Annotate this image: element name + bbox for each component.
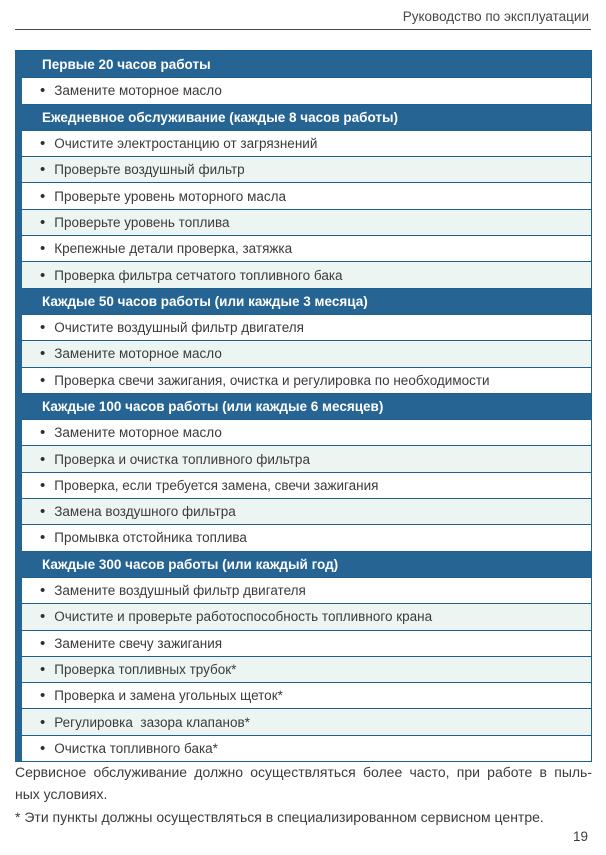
section-header: Первые 20 часов работы <box>22 51 591 77</box>
item-row <box>22 630 591 656</box>
item-row <box>22 603 591 629</box>
bullet-icon: • <box>40 213 46 231</box>
item-row <box>22 419 591 445</box>
item-label: Проверьте воздушный фильтр <box>54 162 245 178</box>
item-label: Проверьте уровень топлива <box>54 214 230 230</box>
item-row <box>22 130 591 156</box>
section-header: Каждые 100 часов работы (или каждые 6 месяцев) <box>22 393 591 419</box>
bullet-icon: • <box>40 739 46 757</box>
item-row <box>22 708 591 734</box>
item-label: Замена воздушного фильтра <box>54 504 236 520</box>
footer-note-line2: ных условиях. <box>15 785 108 802</box>
item-label: Регулировка зазора клапанов* <box>54 714 250 730</box>
item-row <box>22 577 591 603</box>
item-row <box>22 367 591 393</box>
item-label: Проверка и замена угольных щеток* <box>54 688 283 704</box>
bullet-icon: • <box>40 608 46 626</box>
item-label: Замените моторное масло <box>54 83 222 99</box>
footer-note-service-center: * Эти пункты должны осуществляться в специализированном сервисном центре. <box>15 809 544 825</box>
bullet-icon: • <box>40 687 46 705</box>
item-label: Очистите и проверьте работоспособность топливного крана <box>54 609 433 625</box>
bullet-icon: • <box>40 713 46 731</box>
bullet-icon: • <box>40 161 46 179</box>
bullet-icon: • <box>40 240 46 258</box>
item-row <box>22 156 591 182</box>
item-label: Замените моторное масло <box>54 346 222 362</box>
bullet-icon: • <box>40 634 46 652</box>
section-header: Ежедневное обслуживание (каждые 8 часов работы) <box>22 104 591 130</box>
item-row <box>22 261 591 287</box>
item-label: Проверка свечи зажигания, очистка и регулировка по необходимости <box>54 372 490 388</box>
item-row <box>22 472 591 498</box>
item-row <box>22 77 591 103</box>
bullet-icon: • <box>40 450 46 468</box>
bullet-icon: • <box>40 135 46 153</box>
item-label: Замените воздушный фильтр двигателя <box>54 583 306 599</box>
item-label: Очистка топливного бака* <box>54 740 218 756</box>
bullet-icon: • <box>40 503 46 521</box>
item-label: Замените свечу зажигания <box>54 635 223 651</box>
item-row <box>22 445 591 471</box>
item-row <box>22 182 591 208</box>
item-label: Очистите воздушный фильтр двигателя <box>54 320 304 336</box>
bullet-icon: • <box>40 187 46 205</box>
bullet-icon: • <box>40 660 46 678</box>
item-label: Промывка отстойника топлива <box>54 530 247 546</box>
bullet-icon: • <box>40 345 46 363</box>
item-row <box>22 340 591 366</box>
bullet-icon: • <box>40 476 46 494</box>
section-header: Каждые 300 часов работы (или каждый год) <box>22 551 591 577</box>
bullet-icon: • <box>40 529 46 547</box>
item-row <box>22 498 591 524</box>
item-label: Очистите электростанцию от загрязнений <box>54 136 318 152</box>
item-row <box>22 682 591 708</box>
item-row <box>22 735 591 761</box>
page-number: 19 <box>572 829 588 844</box>
item-row <box>22 314 591 340</box>
bullet-icon: • <box>40 319 46 337</box>
item-row <box>22 656 591 682</box>
item-label: Проверка и очистка топливного фильтра <box>54 451 310 467</box>
item-label: Проверка, если требуется замена, свечи зажигания <box>54 477 379 493</box>
item-label: Проверьте уровень моторного масла <box>54 188 286 204</box>
footer-note-dusty-conditions <box>15 762 592 805</box>
item-label: Крепежные детали проверка, затяжка <box>54 241 293 257</box>
header-rule <box>15 29 591 30</box>
maintenance-table <box>15 50 592 762</box>
item-label: Замените моторное масло <box>54 425 222 441</box>
item-label: Проверка топливных трубок* <box>54 661 237 677</box>
item-label: Проверка фильтра сетчатого топливного бака <box>54 267 343 283</box>
item-row <box>22 209 591 235</box>
item-row <box>22 524 591 550</box>
bullet-icon: • <box>40 266 46 284</box>
bullet-icon: • <box>40 582 46 600</box>
running-head: Руководство по эксплуатации <box>402 9 589 24</box>
bullet-icon: • <box>40 82 46 100</box>
bullet-icon: • <box>40 424 46 442</box>
footer-note-line1: Сервисное обслуживание должно осуществляться более часто, при работе в пыль- <box>15 764 592 780</box>
bullet-icon: • <box>40 371 46 389</box>
section-header: Каждые 50 часов работы (или каждые 3 месяца) <box>22 288 591 314</box>
item-row <box>22 235 591 261</box>
